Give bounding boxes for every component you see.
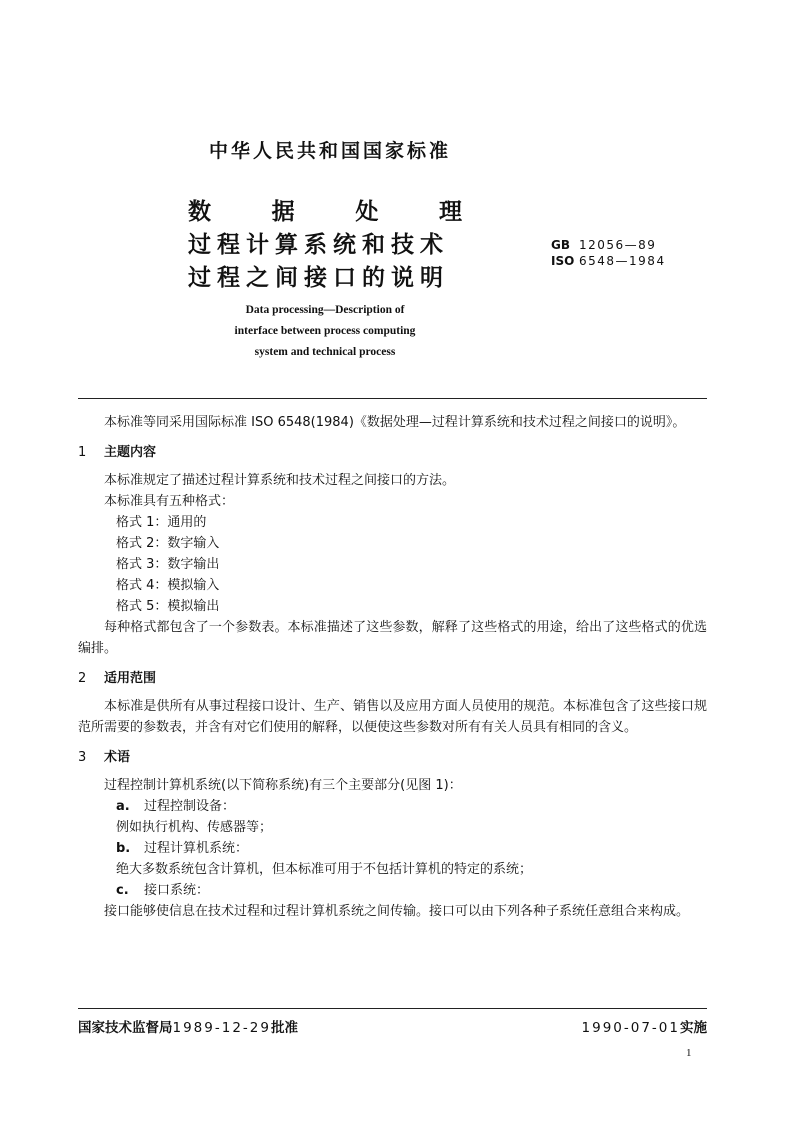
english-title-line: Data processing—Description of — [245, 304, 405, 316]
header-divider — [78, 398, 707, 399]
section-title: 主题内容 — [104, 445, 157, 460]
standard-number-gb — [551, 237, 656, 253]
title-line-1 — [188, 193, 462, 226]
title-word: 理 — [438, 199, 462, 225]
implementation-date: 1990-07-01 — [581, 1020, 680, 1036]
paragraph: 接口能够使信息在技术过程和过程计算机系统之间传输。接口可以由下列各种子系统任意组合来构成。 — [104, 904, 690, 919]
paragraph: 本标准具有五种格式： — [104, 494, 235, 509]
section-2-heading — [78, 668, 707, 689]
list-text: 接口系统： — [144, 883, 210, 898]
section-title: 适用范围 — [104, 671, 157, 686]
page-number: 1 — [686, 1047, 692, 1059]
english-title-line: system and technical process — [254, 346, 396, 358]
english-title-line: interface between process computing — [234, 325, 416, 337]
standard-number-iso — [551, 253, 666, 269]
title-word: 处 — [355, 199, 379, 225]
section-3-heading — [78, 747, 707, 768]
implementation-word: 实施 — [680, 1020, 707, 1036]
format-item: 格式 2：数字输入 — [116, 536, 220, 551]
format-item: 格式 4：模拟输入 — [116, 578, 220, 593]
format-item: 格式 1：通用的 — [116, 515, 207, 530]
standard-label: GB — [551, 238, 570, 252]
list-text: 过程计算机系统： — [144, 841, 249, 856]
list-item-a — [78, 796, 707, 817]
standard-number: 12056—89 — [579, 238, 657, 252]
approval-date: 1989-12-29 — [172, 1020, 271, 1036]
format-item: 格式 5：模拟输出 — [116, 599, 220, 614]
section-1-heading — [78, 442, 707, 463]
list-key: b. — [116, 841, 131, 856]
paragraph: 本标准是供所有从事过程接口设计、生产、销售以及应用方面人员使用的规范。本标准包含了这些接口规范所需要的参数表，并含有对它们使用的解释，以便使这些参数对所有有关人员具有相同的含义。 — [78, 699, 707, 735]
section-number: 1 — [78, 445, 87, 460]
list-key: a. — [116, 799, 130, 814]
approval-word: 批准 — [270, 1020, 298, 1036]
list-text: 过程控制设备： — [144, 799, 236, 814]
approval-org: 国家技术监督局 — [78, 1020, 173, 1036]
document-body — [78, 412, 707, 922]
section-title: 术语 — [104, 750, 131, 765]
intro-paragraph: 本标准等同采用国际标准 ISO 6548(1984)《数据处理—过程计算系统和技术过程之间接口的说明》。 — [104, 415, 686, 430]
paragraph: 每种格式都包含了一个参数表。本标准描述了这些参数，解释了这些格式的用途，给出了这些格式的优选编排。 — [78, 620, 707, 656]
list-key: c. — [116, 883, 129, 898]
list-description: 绝大多数系统包含计算机，但本标准可用于不包括计算机的特定的系统； — [116, 862, 533, 877]
english-title — [175, 300, 475, 363]
paragraph: 过程控制计算机系统(以下简称系统)有三个主要部分(见图 1)： — [104, 778, 462, 793]
title-word: 数 — [188, 199, 211, 225]
approval-line — [78, 1016, 298, 1036]
section-number: 2 — [78, 671, 87, 686]
section-number: 3 — [78, 750, 87, 765]
title-line-2: 过程计算系统和技术 — [188, 232, 449, 258]
paragraph: 本标准规定了描述过程计算系统和技术过程之间接口的方法。 — [104, 473, 456, 488]
title-line-3: 过程之间接口的说明 — [188, 265, 449, 291]
national-standard-heading: 中华人民共和国国家标准 — [208, 140, 451, 162]
list-item-b — [78, 838, 707, 859]
standard-label: ISO — [551, 254, 575, 268]
footer-divider — [78, 1008, 707, 1009]
title-word: 据 — [271, 199, 295, 225]
format-item: 格式 3：数字输出 — [116, 557, 220, 572]
list-item-c — [78, 880, 707, 901]
list-description: 例如执行机构、传感器等； — [116, 820, 273, 835]
implementation-line — [582, 1016, 707, 1036]
standard-number: 6548—1984 — [579, 254, 666, 268]
